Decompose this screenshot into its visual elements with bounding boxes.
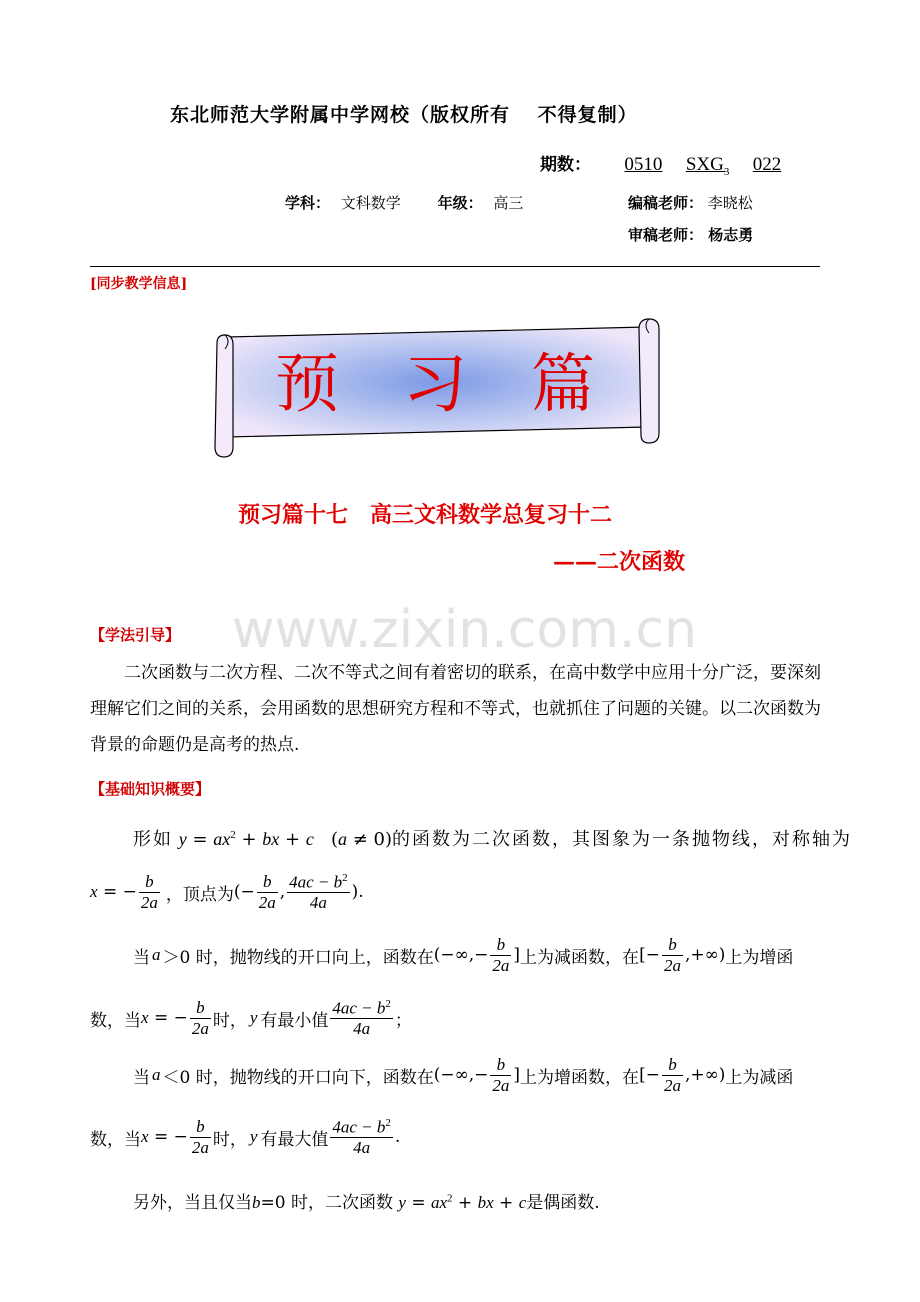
editor-line bbox=[628, 192, 753, 213]
issue-code: $SXG_3$ bbox=[685, 154, 730, 178]
basics-p2-line2: 数，当 x = − $\frac{b}{2a}$ 时， y 有最小值 $\frac{4ac - b^2}{4a}$ ； bbox=[90, 998, 412, 1039]
study-guide-text: 二次函数与二次方程、二次不等式之间有着密切的联系，在高中数学中应用十分广泛，要深刻理解它们之间的关系，会用函数的思想研究方程和不等式，也就抓住了问题的关键。以二次函数为背景的命题仍是高考的热点. bbox=[90, 663, 821, 755]
basics-p3-line1: 当 a ＜0 时，抛物线的开口向下，函数在 (−∞,− $\frac{b}{2a}$ ] 上为增函数，在 [− $\frac{b}{2a}$ ,+∞) 上为减函 bbox=[133, 1055, 794, 1095]
scroll-right-roll bbox=[639, 319, 659, 443]
basics-p1-line1: 形如 $y = ax^2$ + bx + c (a ≠ 0)的函数为二次函数，其图象为一条抛物线，对称轴为 bbox=[133, 829, 853, 850]
grade-label: 年级： bbox=[437, 194, 483, 212]
vertex-formula: (− $\frac{b}{2a}$ , $\frac{4ac - b^2}{4a}$ ). bbox=[233, 872, 364, 913]
reviewer-value: 杨志勇 bbox=[708, 226, 754, 244]
issue-line bbox=[540, 150, 781, 178]
lesson-subtitle: ——二次函数 bbox=[553, 549, 686, 575]
basics-p2-line1: 当 a ＞0 时，抛物线的开口向上，函数在 (−∞,− $\frac{b}{2a}$ ] 上为减函数，在 [− $\frac{b}{2a}$ ,+∞) 上为增函 bbox=[133, 935, 794, 975]
editor-label: 编稿老师： bbox=[628, 194, 704, 212]
grade-value: 高三 bbox=[493, 194, 524, 212]
lesson-title: 预习篇十七 高三文科数学总复习十二 bbox=[238, 502, 613, 528]
editor-value: 李晓松 bbox=[707, 194, 753, 212]
issue-number: 0510 bbox=[624, 154, 663, 175]
subject-value: 文科数学 bbox=[340, 194, 401, 212]
reviewer-line bbox=[628, 224, 753, 245]
issue-sequence: 022 bbox=[752, 154, 782, 175]
reviewer-label: 审稿老师： bbox=[628, 226, 704, 244]
study-guide-heading: 【学法引导】 bbox=[90, 626, 181, 644]
watermark: www.zixin.com.cn bbox=[232, 600, 697, 660]
header-divider bbox=[90, 266, 820, 267]
section-tag: [同步教学信息] bbox=[90, 276, 188, 292]
basics-p3-line2: 数，当 x = − $\frac{b}{2a}$ 时， y 有最大值 $\frac{4ac - b^2}{4a}$ . bbox=[90, 1117, 401, 1158]
subject-label: 学科： bbox=[285, 194, 331, 212]
issue-label: 期数： bbox=[540, 155, 591, 175]
scroll-left-roll bbox=[215, 335, 233, 457]
basics-p4: 另外，当且仅当b=0 时，二次函数 $y = ax^2$ + bx + c是偶函数. bbox=[133, 1192, 600, 1213]
school-title: 东北师范大学附属中学网校（版权所有 不得复制） bbox=[170, 104, 638, 126]
basics-heading: 【基础知识概要】 bbox=[90, 780, 211, 798]
banner-text: 预 习 篇 bbox=[275, 348, 595, 422]
basics-p1-line2: x = − $\frac{b}{2a}$ ，顶点为 (− $\frac{b}{2a}$ , $\frac{4ac - b^2}{4a}$ ). bbox=[90, 872, 364, 913]
subject-line bbox=[285, 192, 523, 213]
quadratic-formula: $y = ax^2$ + bx + c (a ≠ 0) bbox=[178, 829, 393, 850]
axis-formula: x = − bbox=[90, 882, 137, 903]
